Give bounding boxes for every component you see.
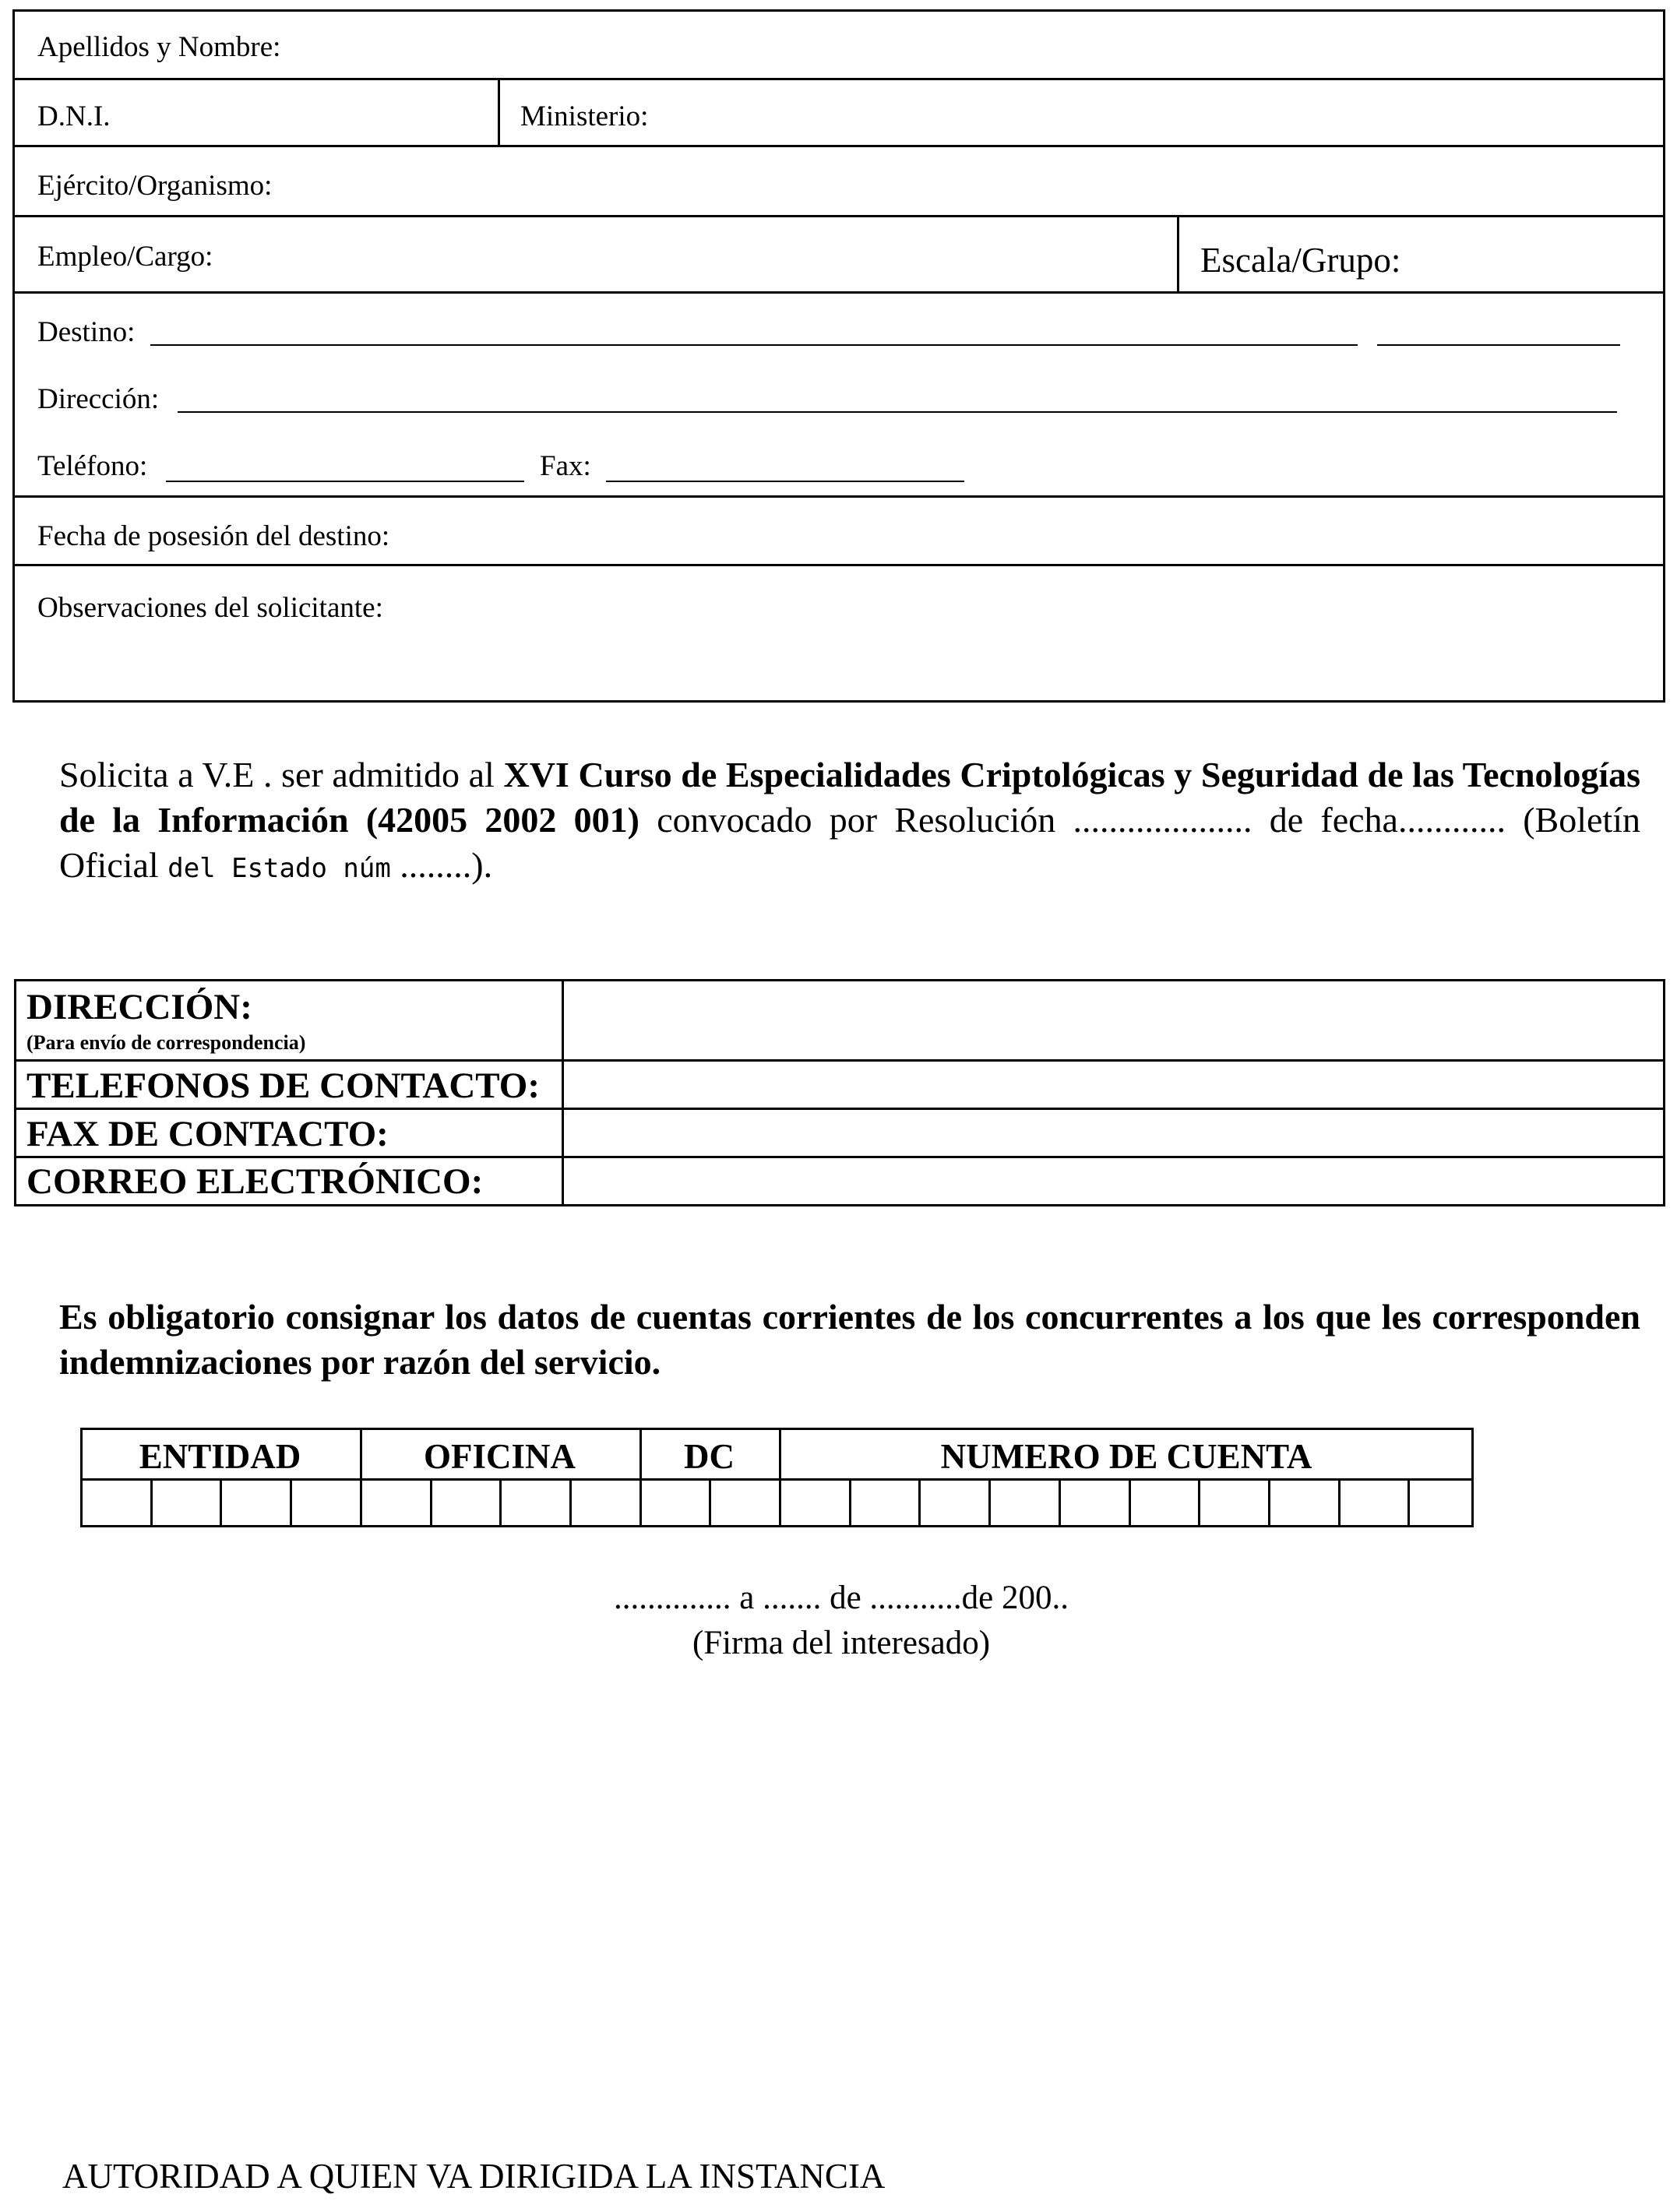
bank-cell-divider	[499, 1478, 502, 1527]
apellidos-label: Apellidos y Nombre:	[37, 31, 281, 63]
contact-fax-label: FAX DE CONTACTO:	[26, 1114, 389, 1154]
bank-cell-divider	[1059, 1478, 1061, 1527]
contact-telefonos-label: TELEFONOS DE CONTACTO:	[26, 1065, 540, 1106]
form-divider	[12, 145, 1665, 147]
bank-cell-divider	[1129, 1478, 1131, 1527]
contact-correo-label: CORREO ELECTRÓNICO:	[26, 1161, 484, 1202]
form-divider	[12, 564, 1665, 566]
form-divider	[12, 215, 1665, 217]
bank-dc-header: DC	[684, 1437, 735, 1476]
authority-line: AUTORIDAD A QUIEN VA DIRIGIDA LA INSTANCIA	[62, 2157, 886, 2196]
observaciones-label: Observaciones del solicitante:	[37, 592, 383, 624]
fax-line	[606, 481, 964, 482]
request-text-2: convocado por Resolución .................... de fecha............ (Boletín Oficial	[59, 800, 1640, 885]
dni-label: D.N.I.	[37, 100, 111, 132]
bank-cell-divider	[569, 1478, 572, 1527]
telefono-label: Teléfono:	[37, 450, 148, 482]
mandatory-notice: Es obligatorio consignar los datos de cuentas corrientes de los concurrentes a los que les corresponden indemnizaciones por razón del servicio.	[59, 1297, 1640, 1382]
contact-divider	[562, 979, 564, 1206]
bank-cell-divider	[150, 1478, 153, 1527]
bank-cell-divider	[849, 1478, 851, 1527]
request-mono-text: del Estado núm	[167, 853, 391, 884]
contact-divider	[14, 1108, 1665, 1110]
destino-label: Destino:	[37, 316, 136, 348]
contact-direccion-sub: (Para envío de correspondencia)	[26, 1031, 306, 1054]
direccion-label: Dirección:	[37, 383, 160, 415]
fecha-posesion-label: Fecha de posesión del destino:	[37, 520, 390, 552]
bank-cell-divider	[988, 1478, 991, 1527]
request-text-1: Solicita a V.E . ser admitido al	[59, 755, 504, 794]
empleo-label: Empleo/Cargo:	[37, 241, 213, 273]
bank-cell-divider	[709, 1478, 711, 1527]
bank-oficina-header: OFICINA	[423, 1437, 576, 1476]
form-divider	[498, 78, 500, 146]
contact-divider	[14, 1156, 1665, 1158]
bank-cell-divider	[430, 1478, 432, 1527]
request-paragraph	[59, 752, 1640, 891]
bank-cell-divider	[1407, 1478, 1410, 1527]
escala-label: Escala/Grupo:	[1200, 241, 1401, 280]
bank-cell-divider	[290, 1478, 292, 1527]
fax-label: Fax:	[540, 450, 591, 482]
bank-cell-divider	[1198, 1478, 1200, 1527]
ejercito-label: Ejército/Organismo:	[37, 170, 273, 202]
contact-direccion-label: DIRECCIÓN:	[26, 987, 252, 1027]
form-divider	[12, 78, 1665, 80]
request-text-3: ........).	[390, 845, 493, 885]
bank-numero-header: NUMERO DE CUENTA	[940, 1437, 1312, 1476]
form-divider	[12, 291, 1665, 294]
course-name: XVI Curso de Especialidades Criptológicas y Seguridad de las Tecnologías de la Información (42005 2002 001)	[59, 755, 1641, 840]
bank-cell-divider	[1268, 1478, 1270, 1527]
bank-entidad-header: ENTIDAD	[139, 1437, 301, 1476]
destino-line	[150, 344, 1358, 346]
ministerio-label: Ministerio:	[520, 100, 649, 132]
bank-cell-divider	[220, 1478, 222, 1527]
bank-cell-divider	[918, 1478, 921, 1527]
telefono-line	[166, 481, 524, 482]
form-divider	[12, 495, 1665, 498]
signature-firma-label: (Firma del interesado)	[692, 1625, 991, 1661]
direccion-line	[178, 411, 1617, 413]
signature-date-line: .............. a ....... de ...........de 200..	[613, 1580, 1069, 1616]
bank-cell-divider	[1338, 1478, 1341, 1527]
form-divider	[1177, 215, 1179, 293]
contact-divider	[14, 1059, 1665, 1062]
destino-line	[1377, 344, 1620, 346]
